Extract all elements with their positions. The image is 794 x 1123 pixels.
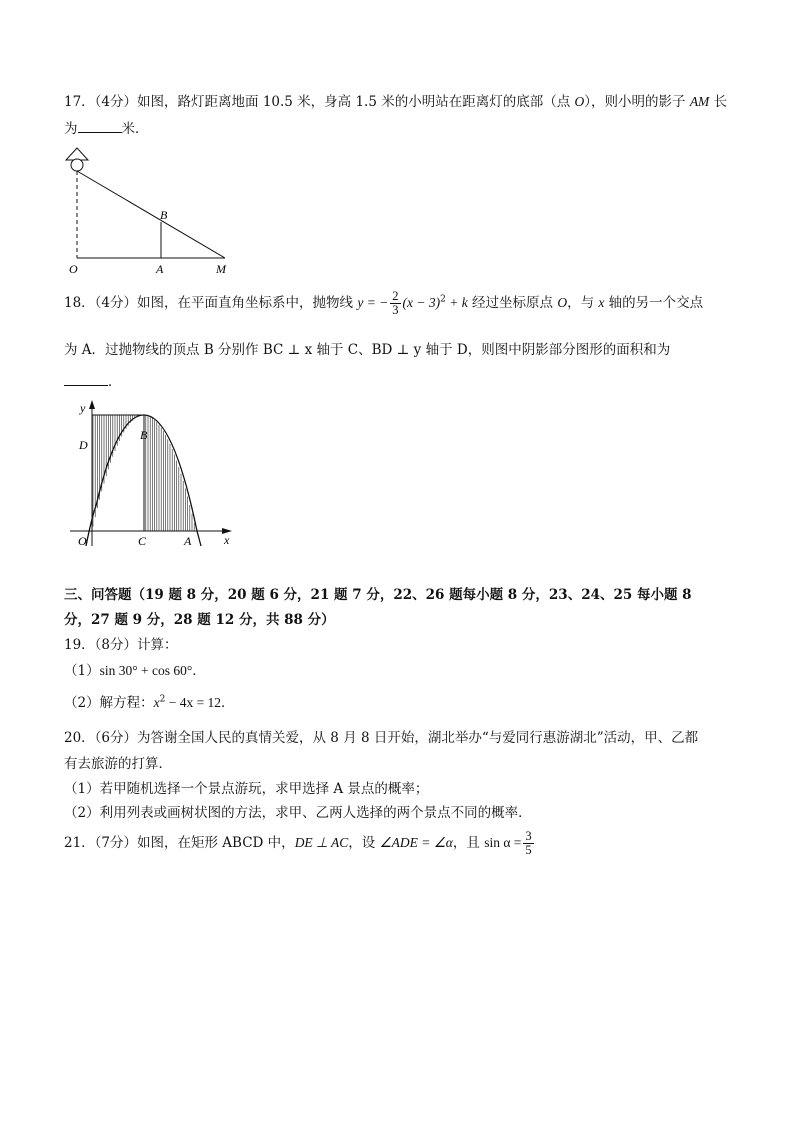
q20-part2: （2）利用列表或画树状图的方法，求甲、乙两人选择的两个景点不同的概率． (64, 805, 532, 821)
q18-x: x (598, 295, 605, 310)
q17-answer-blank[interactable] (78, 118, 122, 133)
q17-text3: 长 (709, 94, 728, 110)
q17-number: 17．（4分） (64, 94, 138, 110)
label-O: O (69, 262, 78, 276)
label-B: B (140, 428, 148, 442)
q21-text2: ，设 (348, 835, 380, 851)
q20-line2: 有去旅游的打算． (64, 756, 172, 772)
q17-text1: 如图，路灯距离地面 10.5 米，身高 1.5 米的小明站在距离灯的底部（点 (137, 94, 575, 110)
q20-part1: （1）若甲随机选择一个景点游玩，求甲选择 A 景点的概率； (64, 781, 429, 797)
lamp-shade-icon (66, 148, 88, 160)
q18-O: O (557, 295, 568, 310)
q18-figure (62, 396, 242, 556)
q19-p2-sup: 2 (159, 694, 166, 705)
axis-label-x: x (224, 533, 230, 547)
label-C: C (138, 534, 147, 548)
q21-expr1: DE ⊥ AC (294, 835, 349, 850)
q21-expr3: sin α = (484, 835, 522, 850)
q18-text4: 轴的另一个交点 (604, 295, 704, 311)
q21-frac-num: 3 (525, 829, 532, 843)
q19-heading: 19．（8分）计算： (64, 637, 178, 653)
q18-eq-k: + k (445, 295, 468, 310)
q18-frac-den: 3 (392, 303, 399, 317)
label-D: D (79, 438, 88, 452)
q18-eq-sup: 2 (440, 294, 446, 305)
q19-p2-label: （2）解方程： (64, 695, 154, 711)
q21-text3: ，且 (452, 835, 485, 851)
y-axis-arrow-icon (89, 400, 95, 409)
q18-text2: 经过坐标原点 (467, 295, 558, 311)
section3-heading-line1: 三、问答题（19 题 8 分，20 题 6 分，21 题 7 分，22、26 题每小题 8 分，23、24、25 每小题 8 (64, 587, 692, 603)
q18-text3: ，与 (567, 295, 599, 311)
q19-part1 (64, 659, 206, 679)
label-A: A (184, 534, 192, 548)
label-M: M (216, 262, 226, 276)
q17-text2: ），则小明的影子 (584, 94, 690, 110)
q18-end: ． (108, 374, 122, 390)
q18-fraction (390, 290, 400, 317)
q18-line1 (64, 290, 703, 317)
q18-line3 (64, 370, 122, 390)
q19-part2 (64, 691, 235, 711)
q17-AM: AM (689, 94, 710, 109)
q18-text1: 如图，在平面直角坐标系中，抛物线 (137, 295, 358, 311)
q20-line1: 20．（6分）为答谢全国人民的真情关爱，从 8 月 8 日开始，湖北举办“与爱同行惠游湖北”活动，甲、乙都 (64, 730, 699, 746)
label-O: O (78, 534, 87, 548)
q21-expr2: ∠ADE = ∠α (379, 835, 453, 850)
q18-number: 18．（4分） (64, 295, 138, 311)
q18-eq-y: y = − (357, 295, 389, 310)
label-A: A (156, 262, 164, 276)
section3-heading-line2: 分，27 题 9 分，28 题 12 分，共 88 分） (64, 612, 335, 628)
q17-line2 (64, 117, 149, 137)
q19-p2-x: x (153, 695, 160, 710)
q18-answer-blank[interactable] (64, 371, 108, 386)
q18-frac-num: 2 (392, 289, 399, 303)
q21-text1: 21．（7分）如图，在矩形 ABCD 中， (64, 835, 295, 851)
label-B: B (160, 208, 168, 222)
lamp-bulb-icon (71, 159, 83, 171)
axis-label-y: y (80, 401, 86, 415)
q21-frac-den: 5 (525, 843, 532, 857)
q19-p2-rest: − 4x = 12． (165, 695, 235, 710)
q17-line1 (64, 90, 727, 110)
q18-eq-rest: (x − 3) (402, 295, 441, 310)
q17-figure (60, 140, 240, 280)
q17-O: O (574, 94, 585, 109)
q17-text4: 为 (64, 121, 78, 137)
q21-line1 (64, 830, 536, 857)
q18-line2: 为 A．过抛物线的顶点 B 分别作 BC ⊥ x 轴于 C、BD ⊥ y 轴于 D，则图中阴影部分图形的面积和为 (64, 342, 671, 358)
q17-text5: 米． (121, 121, 149, 137)
light-ray (77, 171, 225, 258)
q19-p1-label: （1） (64, 663, 100, 679)
q19-p1-expr: sin 30° + cos 60°． (99, 663, 206, 678)
q21-fraction (523, 830, 533, 857)
